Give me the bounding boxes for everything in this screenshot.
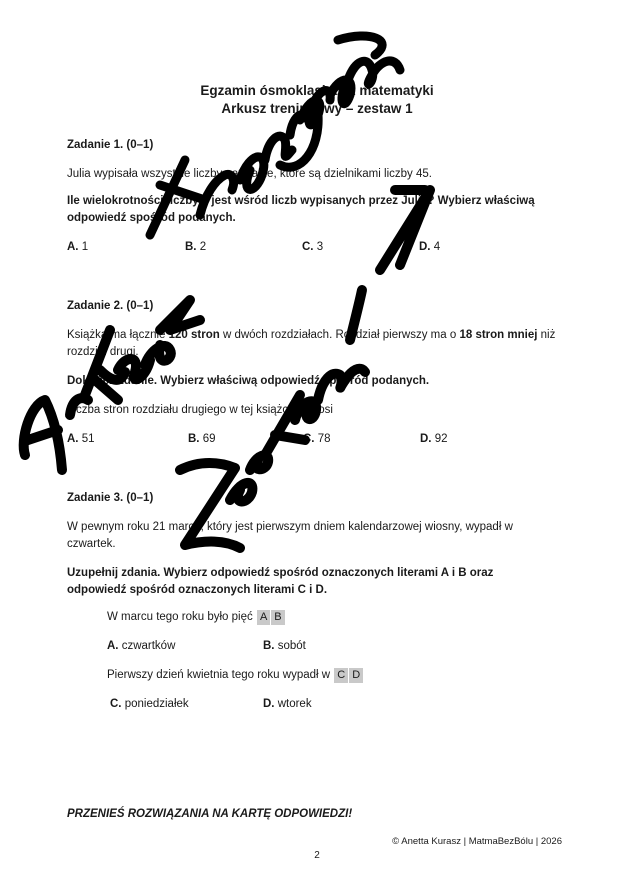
choice-box-b: B: [271, 610, 284, 625]
task3-heading: Zadanie 3. (0–1): [67, 492, 154, 504]
option-letter: C.: [302, 241, 314, 253]
option-value: poniedziałek: [124, 698, 189, 710]
option-value: 4: [433, 241, 441, 253]
task2-intro-part: w dwóch rozdziałach. Rozdział pierwszy ma o: [219, 329, 460, 341]
option-value: czwartków: [121, 640, 176, 652]
option-value: wtorek: [277, 698, 312, 710]
task2-option-b: [188, 431, 216, 447]
task2-option-a: [67, 431, 95, 447]
task3-option-b: [263, 638, 306, 654]
task3-option-a: [107, 638, 175, 654]
choice-box-a: A: [257, 610, 270, 625]
task1-option-d: [419, 239, 440, 255]
option-letter: A.: [107, 640, 119, 652]
option-letter: C.: [303, 433, 315, 445]
task1-question: Ile wielokrotności liczby 5 jest wśród liczb wypisanych przez Julię? Wybierz właściwą odpowiedź spośród podanych.: [67, 195, 535, 224]
sentence-text: Pierwszy dzień kwietnia tego roku wypadł w: [107, 669, 331, 681]
task3-option-c: [110, 696, 189, 712]
exam-subtitle: Arkusz treningowy – zestaw 1: [221, 101, 413, 116]
task2-intro-bold: 120 stron: [168, 329, 220, 341]
option-letter: B.: [185, 241, 197, 253]
task1-heading: Zadanie 1. (0–1): [67, 139, 154, 151]
task2-option-c: [303, 431, 331, 447]
task2-intro-part: Książka ma łącznie: [67, 329, 169, 341]
transfer-answers-note: PRZENIEŚ ROZWIĄZANIA NA KARTĘ ODPOWIEDZI!: [67, 808, 353, 820]
option-value: 92: [434, 433, 448, 445]
task1-option-b: [185, 239, 206, 255]
option-letter: A.: [67, 433, 79, 445]
option-letter: B.: [263, 640, 275, 652]
exam-title: Egzamin ósmoklasisty z matematyki: [200, 83, 434, 98]
task1-option-a: [67, 239, 88, 255]
page-number: 2: [314, 850, 320, 861]
task2-intro-part: niż rozdział drugi.: [67, 329, 556, 358]
option-letter: D.: [263, 698, 275, 710]
choice-box-c: C: [334, 668, 348, 683]
option-letter: D.: [420, 433, 432, 445]
task3-sentence2: [107, 667, 363, 683]
task2-intro-bold: 18 stron mniej: [459, 329, 538, 341]
task2-option-d: [420, 431, 448, 447]
option-letter: C.: [110, 698, 122, 710]
option-value: 69: [202, 433, 216, 445]
copyright: © Anetta Kurasz | MatmaBezBólu | 2026: [392, 836, 562, 847]
task2-intro: [67, 327, 562, 361]
option-value: 2: [199, 241, 207, 253]
option-value: 51: [81, 433, 95, 445]
task1-intro: Julia wypisała wszystkie liczby naturalne, które są dzielnikami liczby 45.: [67, 168, 432, 180]
option-letter: D.: [419, 241, 431, 253]
task2-question: Dokończ zdanie. Wybierz właściwą odpowiedź spośród podanych.: [67, 375, 430, 387]
task3-option-d: [263, 696, 312, 712]
choice-box-d: D: [349, 668, 363, 683]
option-value: 3: [316, 241, 324, 253]
task3-question: Uzupełnij zdania. Wybierz odpowiedź spośród oznaczonych literami A i B oraz odpowiedź spośród oznaczonych literami C i D.: [67, 567, 494, 596]
option-letter: B.: [188, 433, 200, 445]
task1-option-c: [302, 239, 323, 255]
option-value: sobót: [277, 640, 306, 652]
option-value: 78: [317, 433, 331, 445]
task2-heading: Zadanie 2. (0–1): [67, 300, 154, 312]
option-value: 1: [81, 241, 89, 253]
task2-statement: Liczba stron rozdziału drugiego w tej książce wynosi: [67, 404, 333, 416]
task3-sentence1: [107, 609, 285, 625]
sentence-text: W marcu tego roku było pięć: [107, 611, 253, 623]
option-letter: A.: [67, 241, 79, 253]
task3-intro: W pewnym roku 21 marca, który jest pierwszym dniem kalendarzowej wiosny, wypadł w czwartek.: [67, 521, 513, 550]
